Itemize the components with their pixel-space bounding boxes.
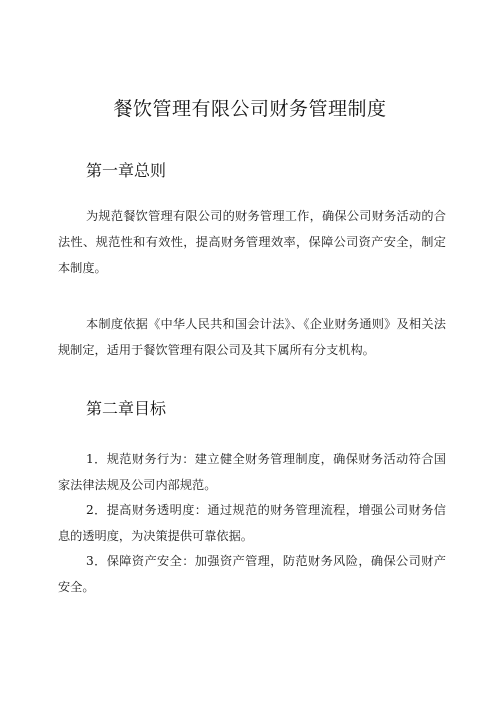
chapter-2-heading: 第二章目标 (86, 399, 167, 418)
chapter-1-paragraph-2: 本制度依据《中华人民共和国会计法》、《企业财务通则》及相关法规制定，适用于餐饮管理有限公司及其下属所有分支机构。 (58, 317, 446, 357)
chapter-2-item-3: 3．保障资产安全：加强资产管理，防范财务风险，确保公司财产安全。 (58, 554, 446, 594)
chapter-2-item-2: 2．提高财务透明度：通过规范的财务管理流程，增强公司财务信息的透明度，为决策提供可靠依据。 (58, 503, 446, 543)
chapter-1-heading: 第一章总则 (86, 161, 167, 180)
document-title: 餐饮管理有限公司财务管理制度 (113, 98, 387, 120)
chapter-1-paragraph-1: 为规范餐饮管理有限公司的财务管理工作，确保公司财务活动的合法性、规范性和有效性，提高财务管理效率，保障公司资产安全，制定本制度。 (58, 209, 446, 275)
chapter-2-item-1: 1．规范财务行为：建立健全财务管理制度，确保财务活动符合国家法律法规及公司内部规范。 (58, 452, 446, 492)
